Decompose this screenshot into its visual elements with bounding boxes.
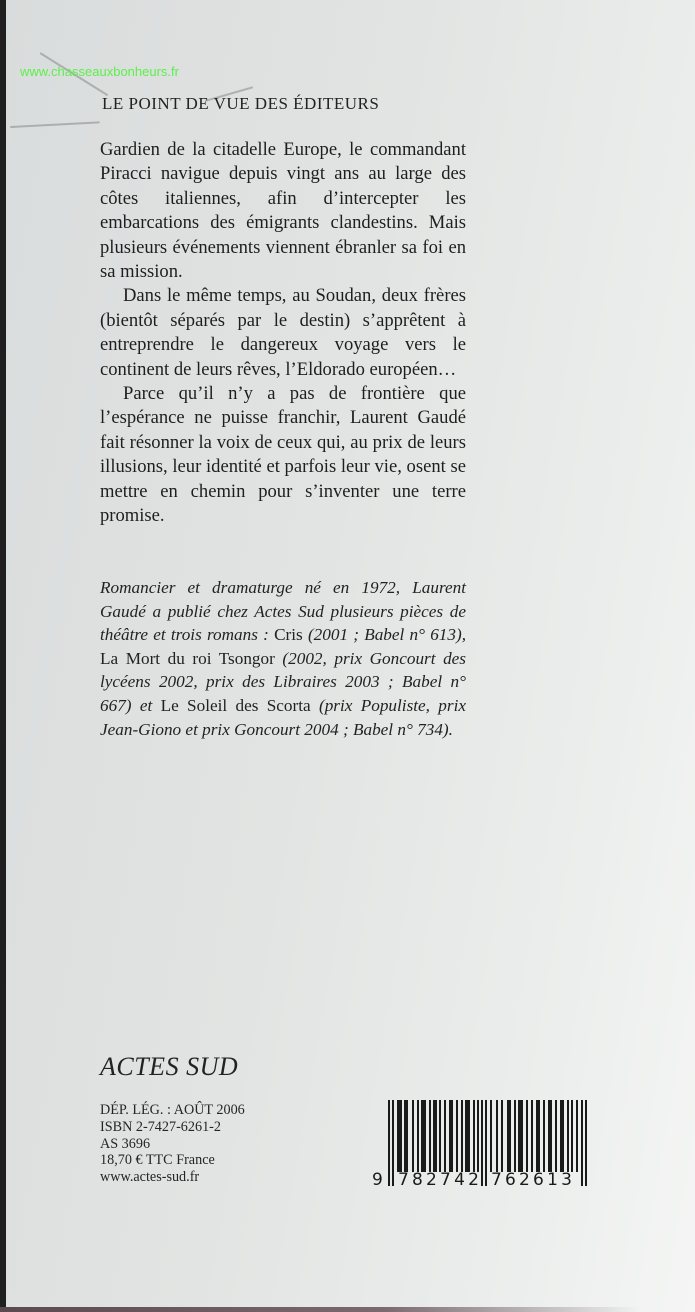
cover-bottom-edge — [0, 1307, 640, 1312]
barcode-left-digits: 782742 — [398, 1170, 483, 1190]
ean-barcode — [370, 1100, 600, 1192]
imprint-block — [100, 1102, 245, 1186]
cover-left-edge — [0, 0, 6, 1312]
blurb-paragraph: Gardien de la citadelle Europe, le commandant Piracci navigue depuis vingt ans au large des côtes italiennes, afin d’intercepter les embarcations des émigrants clandestins. Mais plusieurs événements viennent ébranler sa foi en sa mission. — [100, 139, 466, 283]
bio-text: (2001 ; Babel n° 613), — [302, 625, 466, 645]
publisher-blurb — [100, 138, 466, 529]
blurb-paragraph: Dans le même temps, au Soudan, deux frères (bientôt séparés par le destin) s’apprêtent à entreprendre le dangereux voyage vers le continent de leurs rêves, l’Eldorado européen… — [100, 285, 466, 380]
publisher-logo-text: ACTES SUD — [100, 1052, 239, 1081]
legal-deposit: DÉP. LÉG. : AOÛT 2006 — [100, 1102, 245, 1118]
isbn: ISBN 2-7427-6261-2 — [100, 1118, 221, 1135]
section-heading: LE POINT DE VUE DES ÉDITEURS — [102, 94, 380, 113]
author-bio — [100, 576, 466, 741]
book-title-tsongor: La Mort du roi Tsongor — [100, 648, 275, 668]
bio-text: (prix Populiste, prix Jean-Giono et prix Goncourt 2004 ; Babel n° 734). — [100, 695, 466, 739]
book-title-cris: Cris — [274, 625, 303, 645]
bio-text: Romancier et dramaturge né en 1972, Laurent Gaudé a publié chez Actes Sud plusieurs pièces de théâtre et trois romans : — [100, 578, 466, 645]
barcode-right-digits: 762613 — [491, 1170, 576, 1190]
catalog-code: AS 3696 — [100, 1135, 151, 1152]
blurb-paragraph: Parce qu’il n’y a pas de frontière que l’espérance ne puisse franchir, Laurent Gaudé fait résonner la voix de ceux qui, au prix de leurs illusions, leur identité et parfois leur vie, osent se mettre en chemin pour s’inventer une terre promise. — [100, 383, 466, 527]
cover-scuff — [10, 121, 100, 128]
price: 18,70 € TTC France — [100, 1152, 215, 1169]
watermark-url: www.chasseauxbonheurs.fr — [20, 64, 179, 79]
barcode-first-digit: 9 — [372, 1170, 383, 1190]
book-title-scorta: Le Soleil des Scorta — [160, 695, 311, 715]
website: www.actes-sud.fr — [100, 1169, 200, 1186]
bio-text: (2002, prix Goncourt des lycéens 2002, prix des Libraires 2003 ; Babel n° 667) et — [100, 648, 466, 715]
